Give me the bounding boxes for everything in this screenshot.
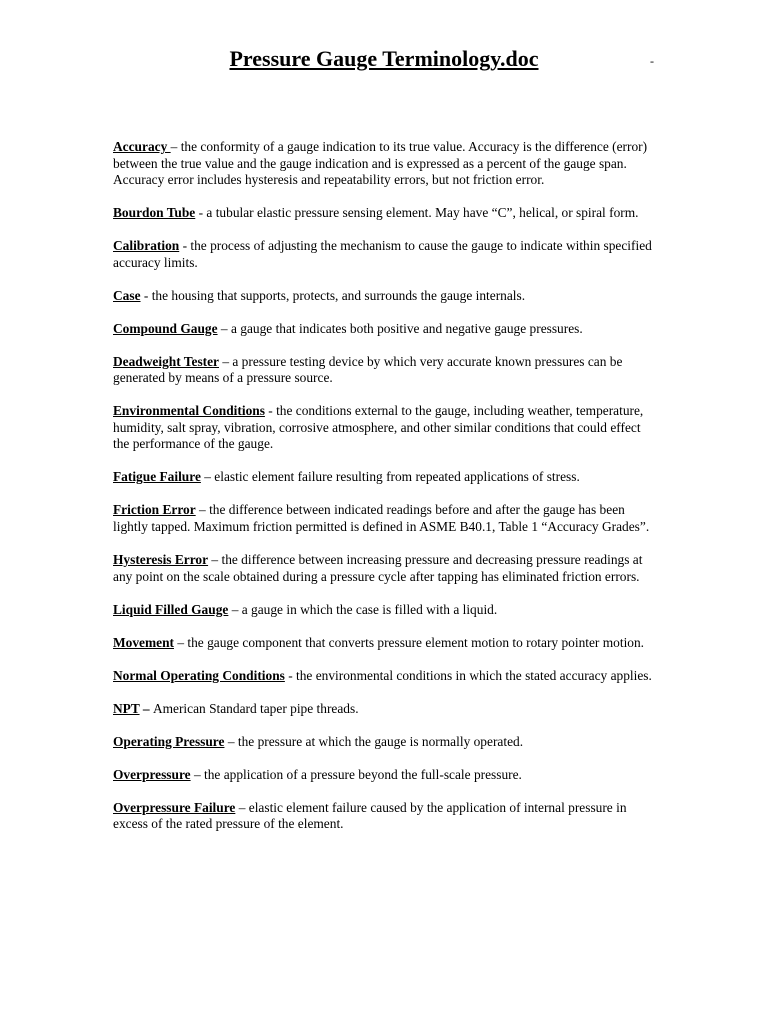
- glossary-term: Overpressure: [113, 766, 191, 782]
- glossary-entry-deadweight-tester: [113, 354, 658, 387]
- glossary-definition: a gauge that indicates both positive and negative gauge pressures.: [230, 320, 583, 336]
- glossary-definition: the housing that supports, protects, and surrounds the gauge internals.: [151, 287, 526, 303]
- term-separator: –: [200, 469, 215, 485]
- glossary-entry-liquid-filled-gauge: [113, 602, 658, 619]
- glossary-entry-operating-pressure: [113, 734, 658, 751]
- glossary-term: Liquid Filled Gauge: [113, 601, 229, 617]
- glossary-entry-npt: [113, 701, 658, 718]
- glossary-term: Normal Operating Conditions: [113, 667, 285, 683]
- glossary-definition: a tubular elastic pressure sensing element. May have “C”, helical, or spiral form.: [206, 205, 639, 221]
- term-separator: -: [195, 205, 207, 221]
- term-separator: -: [284, 667, 297, 683]
- glossary-definition: the application of a pressure beyond the full-scale pressure.: [204, 766, 522, 782]
- glossary-term: Compound Gauge: [113, 320, 218, 336]
- term-separator: –: [195, 502, 210, 518]
- glossary-entry-case: [113, 288, 658, 305]
- term-separator: -: [179, 238, 191, 254]
- glossary-definition: the gauge component that converts pressure element motion to rotary pointer motion.: [187, 634, 645, 650]
- term-separator: –: [190, 766, 204, 782]
- glossary-term: Case: [113, 287, 141, 303]
- glossary-entry-compound-gauge: [113, 321, 658, 338]
- term-separator: –: [228, 601, 242, 617]
- term-separator: –: [219, 353, 233, 369]
- glossary-term: Hysteresis Error: [113, 552, 209, 568]
- glossary-definition: a gauge in which the case is filled with a liquid.: [241, 601, 498, 617]
- term-separator: -: [264, 403, 277, 419]
- glossary-term: Overpressure Failure: [113, 799, 236, 815]
- term-separator: –: [235, 799, 249, 815]
- term-separator: -: [140, 287, 152, 303]
- glossary-entry-calibration: [113, 238, 658, 271]
- term-separator: –: [170, 139, 181, 154]
- corner-mark: -: [650, 54, 654, 68]
- glossary-term: Deadweight Tester: [113, 353, 219, 369]
- glossary-definition: the process of adjusting the mechanism to cause the gauge to indicate within specified accuracy limits.: [113, 238, 652, 270]
- glossary-entry-bourdon-tube: [113, 205, 658, 222]
- document-title: Pressure Gauge Terminology.doc: [229, 46, 539, 71]
- glossary-term: NPT: [113, 700, 140, 716]
- glossary-entry-overpressure: [113, 767, 658, 784]
- glossary-definition: the pressure at which the gauge is normally operated.: [237, 733, 524, 749]
- glossary-definition: a pressure testing device by which very accurate known pressures can be generated by means of a pressure source.: [113, 353, 623, 386]
- glossary-entry-environmental-conditions: [113, 403, 658, 453]
- glossary-term: Movement: [113, 634, 174, 650]
- term-separator: –: [208, 552, 222, 568]
- glossary-entry-accuracy: [113, 139, 658, 189]
- glossary-entry-fatigue-failure: [113, 469, 658, 486]
- glossary-entry-overpressure-failure: [113, 800, 658, 833]
- glossary-entry-friction-error: [113, 502, 658, 535]
- glossary-definition: the conformity of a gauge indication to its true value. Accuracy is the difference (error) between the true value and the gauge indication and is expressed as a percent of the gauge span. Accuracy error includes hysteresis and repeatability errors, but not friction error.: [113, 139, 648, 188]
- glossary-term: Friction Error: [113, 502, 196, 518]
- glossary-definition: the environmental conditions in which the stated accuracy applies.: [296, 667, 652, 683]
- glossary-entry-hysteresis-error: [113, 552, 658, 585]
- glossary-definition: the conditions external to the gauge, including weather, temperature, humidity, salt spray, vibration, corrosive atmosphere, and other similar conditions that could effect the performance of the gauge.: [113, 403, 644, 452]
- glossary-definition: elastic element failure resulting from repeated applications of stress.: [214, 469, 580, 485]
- glossary-term: Bourdon Tube: [113, 205, 196, 221]
- term-separator: –: [173, 634, 188, 650]
- glossary-term: Environmental Conditions: [113, 403, 265, 419]
- glossary-definition: the difference between indicated readings before and after the gauge has been lightly tapped. Maximum friction permitted is defined in ASME B40.1, Table 1 “Accuracy Grades”.: [113, 502, 650, 535]
- glossary-definition: the difference between increasing pressure and decreasing pressure readings at any point on the scale obtained during a pressure cycle after tapping has eliminated friction errors.: [113, 552, 643, 584]
- term-separator: –: [224, 733, 238, 749]
- glossary-term: Fatigue Failure: [113, 469, 201, 485]
- glossary-entry-normal-operating-conditions: [113, 668, 658, 685]
- glossary-term: Calibration: [113, 238, 180, 254]
- term-separator: –: [217, 320, 231, 336]
- glossary-term: Accuracy: [113, 139, 171, 154]
- glossary-entry-movement: [113, 635, 658, 652]
- glossary-definition: American Standard taper pipe threads.: [152, 700, 359, 716]
- glossary-definition: elastic element failure caused by the application of internal pressure in excess of the rated pressure of the element.: [113, 799, 627, 832]
- glossary-list: [113, 139, 658, 849]
- term-separator: –: [139, 700, 153, 716]
- glossary-term: Operating Pressure: [113, 733, 225, 749]
